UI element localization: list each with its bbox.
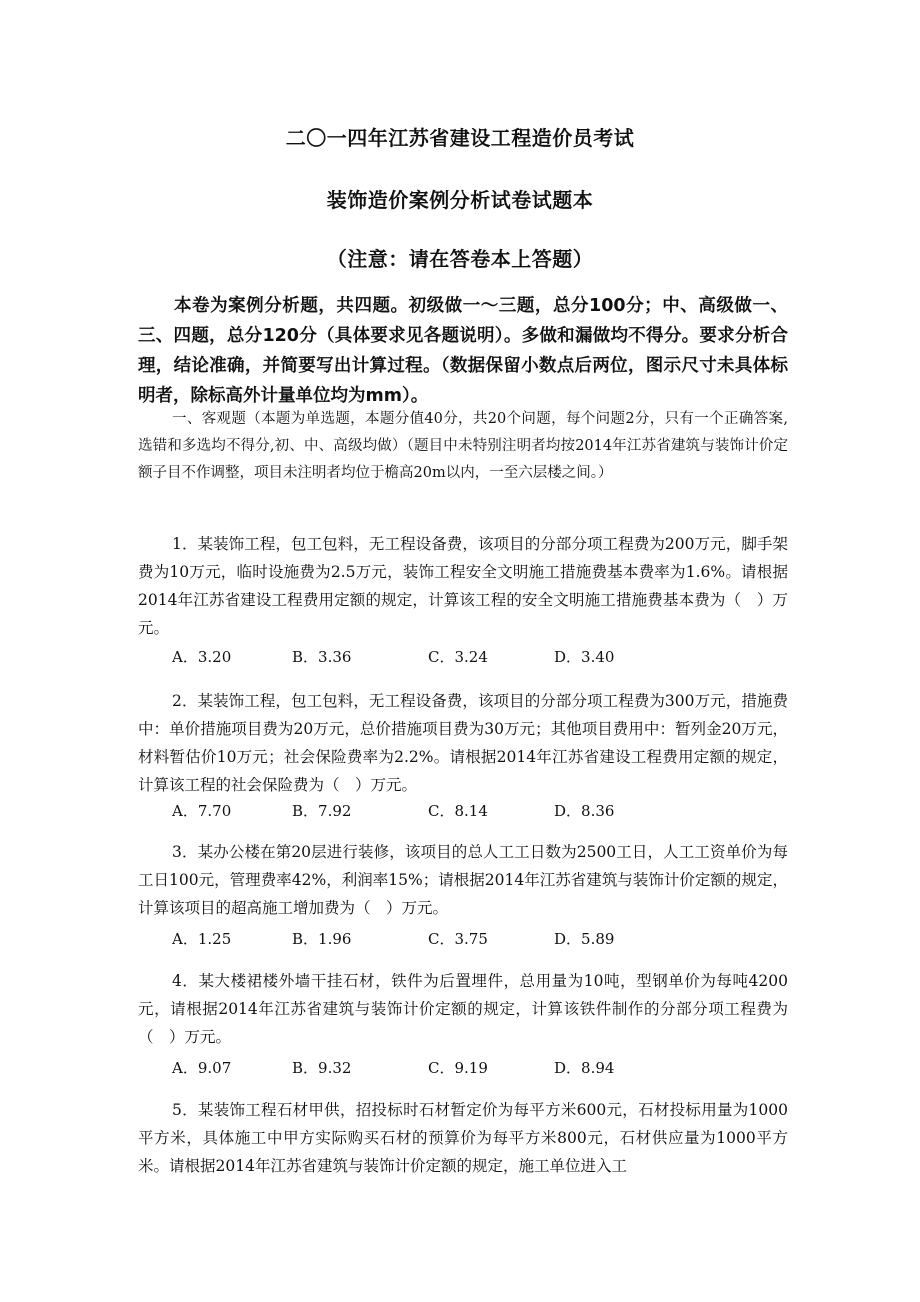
question-2: 2．某装饰工程，包工包料，无工程设备费，该项目的分部分项工程费为300万元，措施费中：单价措施项目费为20万元，总价措施项目费为30万元；其他项目费用中：暂列金20万元，材料暂估价10万元；社会保险费率为2.2%。请根据2014年江苏省建设工程费用定额的规定，计算该工程的社会保险费为（ ）万元。 [138, 692, 788, 794]
option-a: A．1.25 [172, 930, 232, 948]
question-4: 4．某大楼裙楼外墙干挂石材，铁件为后置埋件，总用量为10吨，型钢单价为每吨4200元，请根据2014年江苏省建筑与装饰计价定额的规定，计算该铁件制作的分部分项工程费为（ ）万元。 [138, 972, 788, 1046]
question-3-options [172, 927, 792, 951]
question-1: 1．某装饰工程，包工包料，无工程设备费，该项目的分部分项工程费为200万元，脚手架费为10万元，临时设施费为2.5万元，装饰工程安全文明施工措施费基本费率为1.6%。请根据2014年江苏省建设工程费用定额的规定，计算该工程的安全文明施工措施费基本费为（ ）万元。 [138, 535, 788, 637]
exam-subtitle: 装饰造价案例分析试卷试题本 [326, 188, 594, 212]
option-b: B．3.36 [292, 648, 352, 666]
question-4-options [172, 1056, 792, 1080]
exam-instructions: 本卷为案例分析题，共四题。初级做一～三题，总分100分；中、高级做一、三、四题，总分120分（具体要求见各题说明）。多做和漏做均不得分。要求分析合理，结论准确，并简要写出计算过程。（数据保留小数点后两位，图示尺寸未具体标明者，除标高外计量单位均为mm）。 [138, 296, 788, 406]
question-1-options [172, 645, 792, 669]
option-b: B．7.92 [292, 802, 352, 820]
option-c: C．8.14 [428, 802, 488, 820]
section-heading-objective: 一、客观题（本题为单选题，本题分值40分，共20个问题，每个问题2分，只有一个正确答案,选错和多选均不得分,初、中、高级均做）（题目中未特别注明者均按2014年江苏省建筑与装饰计价定额子目不作调整，项目未注明者均位于檐高20m以内，一至六层楼之间。） [138, 411, 788, 481]
option-c: C．9.19 [428, 1059, 488, 1077]
option-b: B．9.32 [292, 1059, 352, 1077]
question-3: 3．某办公楼在第20层进行装修，该项目的总人工工日数为2500工日，人工工资单价为每工日100元，管理费率42%，利润率15%；请根据2014年江苏省建筑与装饰计价定额的规定，计算该项目的超高施工增加费为（ ）万元。 [138, 843, 788, 917]
question-5: 5．某装饰工程石材甲供，招投标时石材暂定价为每平方米600元，石材投标用量为1000平方米，具体施工中甲方实际购买石材的预算价为每平方米800元，石材供应量为1000平方米。请根据2014年江苏省建筑与装饰计价定额的规定，施工单位进入工 [138, 1101, 788, 1175]
option-d: D．8.94 [554, 1059, 615, 1077]
option-a: A．7.70 [172, 802, 232, 820]
option-c: C．3.75 [428, 930, 488, 948]
option-d: D．8.36 [554, 802, 615, 820]
question-2-options [172, 799, 792, 823]
option-d: D．5.89 [554, 930, 615, 948]
option-b: B．1.96 [292, 930, 352, 948]
option-c: C．3.24 [428, 648, 488, 666]
option-d: D．3.40 [554, 648, 615, 666]
exam-note: （注意：请在答卷本上答题） [326, 247, 594, 271]
option-a: A．3.20 [172, 648, 232, 666]
exam-title: 二〇一四年江苏省建设工程造价员考试 [285, 126, 635, 150]
option-a: A．9.07 [172, 1059, 232, 1077]
